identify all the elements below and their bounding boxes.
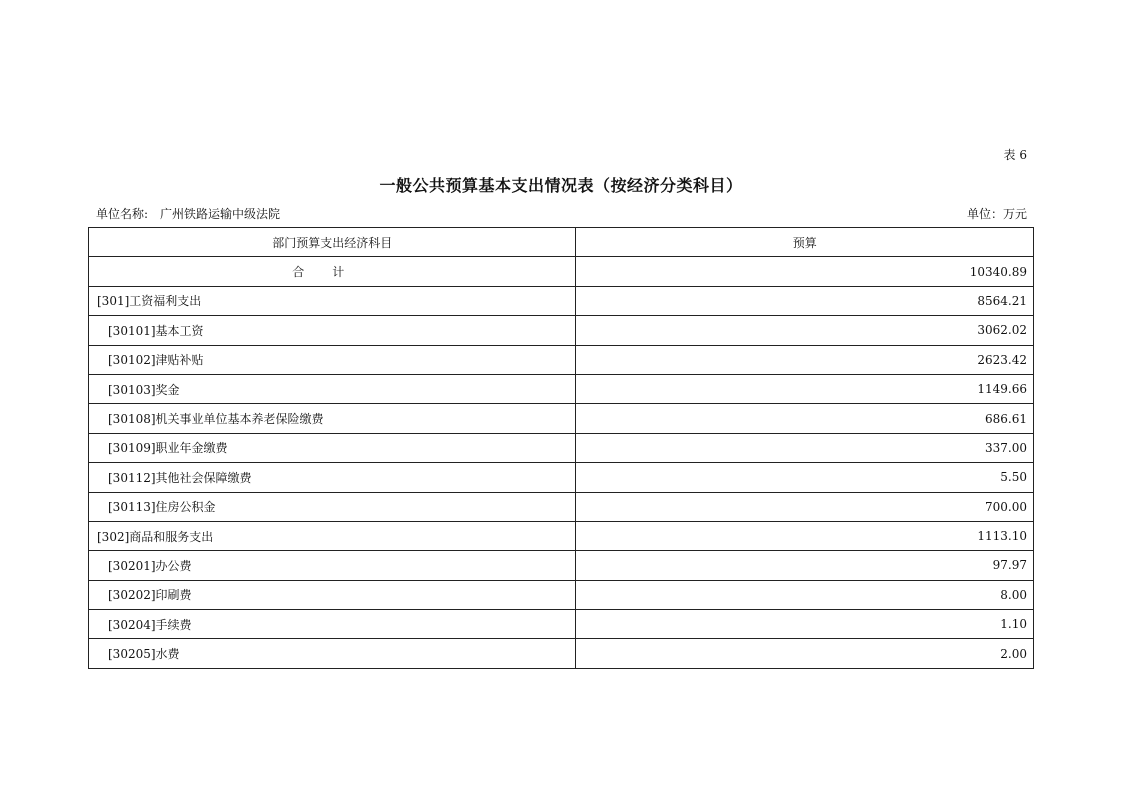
row-budget-value: 8564.21 [576,286,1034,315]
row-budget-value: 2.00 [576,639,1034,668]
page-title: 一般公共预算基本支出情况表（按经济分类科目） [379,176,743,195]
row-subject: [30103]奖金 [89,374,576,403]
table-row [89,580,1034,609]
row-budget-value: 5.50 [576,463,1034,492]
table-row [89,639,1034,668]
total-value: 10340.89 [576,257,1034,286]
table-row [89,463,1034,492]
total-label: 合计 [89,257,576,286]
unit-name-line [96,205,280,222]
currency-unit: 单位：万元 [966,207,1027,221]
row-budget-value: 1113.10 [576,521,1034,550]
budget-table [88,227,1034,669]
row-budget-value: 1149.66 [576,374,1034,403]
column-header-budget: 预算 [576,228,1034,257]
row-budget-value: 97.97 [576,551,1034,580]
row-subject: [30113]住房公积金 [89,492,576,521]
row-subject: [30112]其他社会保障缴费 [89,463,576,492]
row-subject: [30108]机关事业单位基本养老保险缴费 [89,404,576,433]
row-budget-value: 2623.42 [576,345,1034,374]
row-subject: [30109]职业年金缴费 [89,433,576,462]
column-header-subject: 部门预算支出经济科目 [89,228,576,257]
total-row [89,257,1034,286]
row-budget-value: 686.61 [576,404,1034,433]
row-subject: [30102]津贴补贴 [89,345,576,374]
table-row [89,521,1034,550]
table-header-row [89,228,1034,257]
row-budget-value: 3062.02 [576,316,1034,345]
row-budget-value: 8.00 [576,580,1034,609]
table-row [89,492,1034,521]
row-budget-value: 700.00 [576,492,1034,521]
row-budget-value: 1.10 [576,610,1034,639]
row-subject: [301]工资福利支出 [89,286,576,315]
row-subject: [30205]水费 [89,639,576,668]
unit-name-label: 单位名称: [96,207,149,221]
table-row [89,374,1034,403]
row-subject: [30202]印刷费 [89,580,576,609]
row-subject: [30204]手续费 [89,610,576,639]
table-row [89,404,1034,433]
table-number: 表 6 [1003,148,1027,162]
table-row [89,345,1034,374]
table-row [89,551,1034,580]
row-subject: [302]商品和服务支出 [89,521,576,550]
table-row [89,610,1034,639]
row-budget-value: 337.00 [576,433,1034,462]
unit-name-value: 广州铁路运输中级法院 [160,207,281,221]
table-row [89,433,1034,462]
table-row [89,286,1034,315]
table-row [89,316,1034,345]
row-subject: [30201]办公费 [89,551,576,580]
row-subject: [30101]基本工资 [89,316,576,345]
